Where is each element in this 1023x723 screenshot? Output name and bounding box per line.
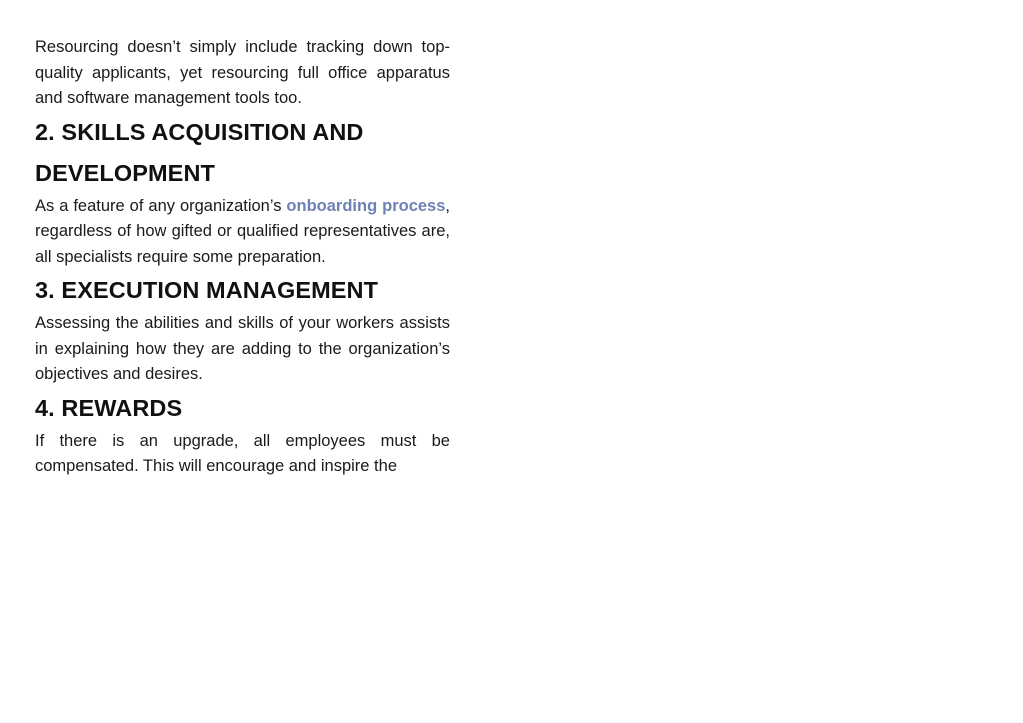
execution-heading: 3. EXECUTION MANAGEMENT [35, 277, 379, 303]
rewards-heading: 4. REWARDS [35, 394, 183, 421]
execution-paragraph: Assessing the abilities and skills of your workers assists in explaining how they are adding to the organization’s objectives and desires. [35, 314, 450, 383]
rewards-paragraph: If there is an upgrade, all employees must be compensated. This will encourage and inspire the [35, 431, 450, 475]
onboarding-process-link[interactable]: onboarding process [286, 196, 446, 215]
intro-paragraph: Resourcing doesn’t simply include tracking down top-quality applicants, yet resourcing full office apparatus and software management tools too. [35, 38, 450, 107]
skills-paragraph [35, 194, 450, 271]
skills-heading: 2. SKILLS ACQUISITION AND DEVELOPMENT [35, 118, 364, 186]
article-body [35, 35, 450, 480]
skills-text-after: , regardless of how gifted or qualified representatives are, all specialists require some preparation. [35, 196, 450, 266]
skills-text-before: As a feature of any organization’s [35, 196, 287, 215]
